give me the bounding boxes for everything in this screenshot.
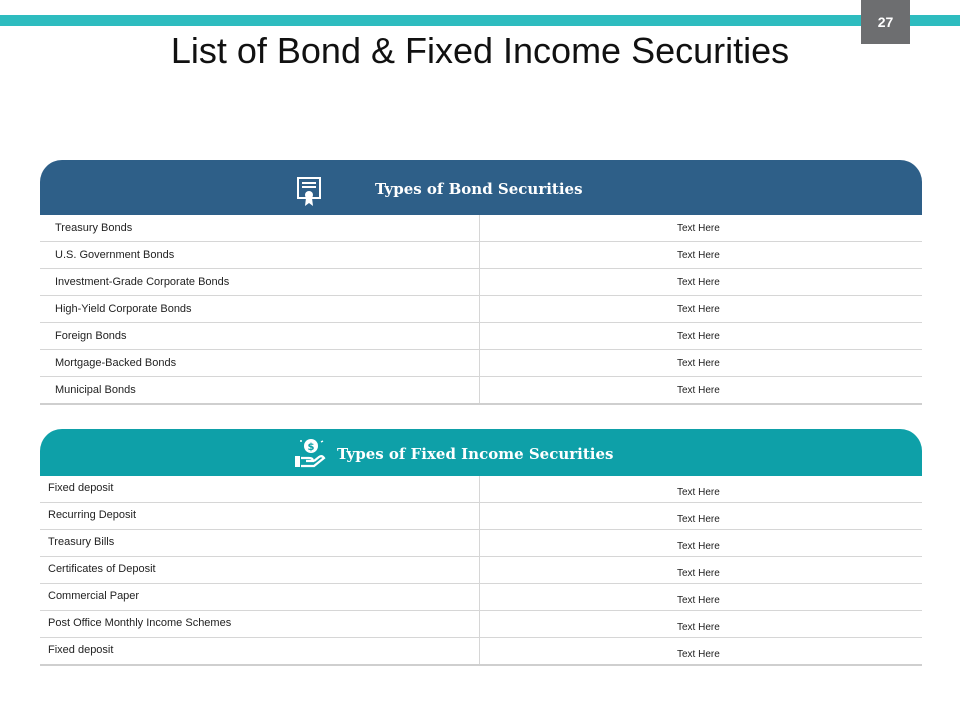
security-value: Text Here bbox=[677, 486, 720, 498]
bond-panel-header bbox=[40, 160, 922, 215]
security-name: Fixed deposit bbox=[40, 476, 480, 502]
fixed-panel-header bbox=[40, 429, 922, 476]
security-value: Text Here bbox=[677, 621, 720, 633]
fixed-panel-title: Types of Fixed Income Securities bbox=[337, 445, 614, 463]
table-row bbox=[40, 638, 922, 666]
table-row bbox=[40, 323, 922, 350]
table-row bbox=[40, 503, 922, 530]
security-name: Treasury Bills bbox=[40, 530, 480, 556]
security-name: Recurring Deposit bbox=[40, 503, 480, 529]
security-name: Post Office Monthly Income Schemes bbox=[40, 611, 480, 637]
table-row bbox=[40, 476, 922, 503]
bond-panel-title: Types of Bond Securities bbox=[375, 180, 583, 198]
security-name: Mortgage-Backed Bonds bbox=[40, 350, 480, 376]
security-value: Text Here bbox=[677, 330, 720, 342]
fixed-income-table bbox=[40, 476, 922, 666]
security-value: Text Here bbox=[677, 540, 720, 552]
page-title: List of Bond & Fixed Income Securities bbox=[170, 30, 790, 71]
table-row bbox=[40, 584, 922, 611]
security-value: Text Here bbox=[677, 513, 720, 525]
security-name: High-Yield Corporate Bonds bbox=[40, 296, 480, 322]
table-row bbox=[40, 215, 922, 242]
security-name: Commercial Paper bbox=[40, 584, 480, 610]
fixed-income-panel bbox=[40, 429, 922, 666]
svg-text:$: $ bbox=[307, 442, 315, 453]
security-name: Treasury Bonds bbox=[40, 215, 480, 241]
table-row bbox=[40, 350, 922, 377]
security-name: Municipal Bonds bbox=[40, 377, 480, 403]
table-row bbox=[40, 377, 922, 405]
security-value: Text Here bbox=[677, 594, 720, 606]
security-value: Text Here bbox=[677, 384, 720, 396]
security-value: Text Here bbox=[677, 648, 720, 660]
top-accent-bar bbox=[0, 15, 960, 26]
security-name: Foreign Bonds bbox=[40, 323, 480, 349]
table-row bbox=[40, 557, 922, 584]
table-row bbox=[40, 611, 922, 638]
security-value: Text Here bbox=[677, 567, 720, 579]
security-name: Fixed deposit bbox=[40, 638, 480, 664]
slide-number: 27 bbox=[877, 14, 894, 30]
security-value: Text Here bbox=[677, 222, 720, 234]
bond-securities-panel bbox=[40, 160, 922, 405]
security-value: Text Here bbox=[677, 357, 720, 369]
security-value: Text Here bbox=[677, 276, 720, 288]
table-row bbox=[40, 242, 922, 269]
money-hand-icon bbox=[294, 438, 326, 472]
security-name: Certificates of Deposit bbox=[40, 557, 480, 583]
table-row bbox=[40, 530, 922, 557]
table-row bbox=[40, 296, 922, 323]
security-name: Investment-Grade Corporate Bonds bbox=[40, 269, 480, 295]
bond-certificate-icon bbox=[295, 176, 325, 212]
security-value: Text Here bbox=[677, 303, 720, 315]
table-row bbox=[40, 269, 922, 296]
security-value: Text Here bbox=[677, 249, 720, 261]
bond-table bbox=[40, 215, 922, 405]
security-name: U.S. Government Bonds bbox=[40, 242, 480, 268]
